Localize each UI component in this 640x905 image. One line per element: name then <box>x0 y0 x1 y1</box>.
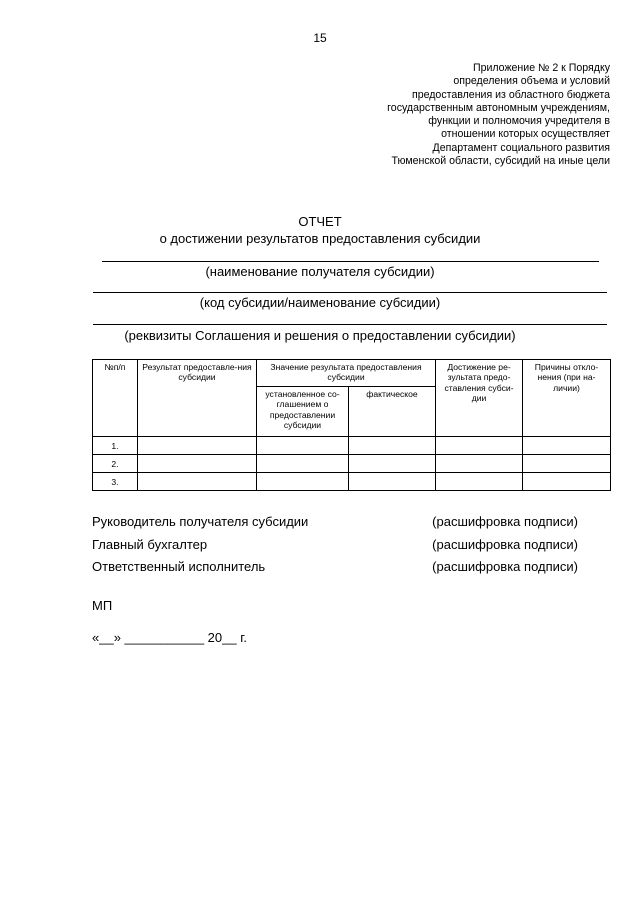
header-value-group: Значение результата предоставления субсидии <box>257 360 436 387</box>
signature-decode: (расшифровка подписи) <box>432 537 578 552</box>
header-reasons: Причины откло-нения (при на-личии) <box>523 360 611 437</box>
stamp-place: МП <box>92 598 113 613</box>
page-number: 15 <box>313 31 327 45</box>
table-cell <box>257 437 349 455</box>
agreement-requisites-caption: (реквизиты Соглашения и решения о предоставлении субсидии) <box>124 328 516 343</box>
table-cell <box>349 473 436 491</box>
signature-decode: (расшифровка подписи) <box>432 514 578 529</box>
header-result: Результат предоставле-ния субсидии <box>138 360 257 437</box>
appendix-line: отношении которых осуществляет <box>441 128 610 141</box>
signature-row-head <box>92 514 578 532</box>
date-line: «__» ___________ 20__ г. <box>92 630 247 645</box>
row-number: 2. <box>93 455 138 473</box>
header-num: №п/п <box>93 360 138 437</box>
appendix-line: определения объема и условий <box>453 75 610 88</box>
appendix-line: предоставления из областного бюджета <box>411 88 610 101</box>
recipient-name-line <box>102 261 599 262</box>
table-cell <box>138 437 257 455</box>
appendix-line: функции и полномочия учредителя в <box>428 115 610 128</box>
table-cell <box>523 473 611 491</box>
header-achievement: Достижение ре-зультата предо-ставления субси-дии <box>436 360 523 437</box>
recipient-name-caption: (наименование получателя субсидии) <box>205 264 435 279</box>
signature-label: Ответственный исполнитель <box>92 559 266 574</box>
table-cell <box>436 473 523 491</box>
header-established: установленное со-глашением о предоставлении субсидии <box>257 387 349 437</box>
table-cell <box>349 455 436 473</box>
row-number: 1. <box>93 437 138 455</box>
agreement-requisites-line <box>93 324 607 325</box>
appendix-note <box>310 62 610 168</box>
signature-row-accountant <box>92 537 578 555</box>
results-table <box>92 359 611 491</box>
table-cell <box>138 473 257 491</box>
table-row <box>93 473 611 491</box>
table-cell <box>257 455 349 473</box>
appendix-line: государственным автономным учреждениям, <box>387 101 610 114</box>
table-row <box>93 455 611 473</box>
table-cell <box>349 437 436 455</box>
table-header-row <box>93 360 611 387</box>
table-cell <box>436 455 523 473</box>
header-actual: фактическое <box>349 387 436 437</box>
appendix-line: Приложение № 2 к Порядку <box>472 62 610 74</box>
signature-row-executor <box>92 559 578 577</box>
appendix-line: Департамент социального развития <box>432 141 610 154</box>
table-cell <box>523 437 611 455</box>
table-row <box>93 437 611 455</box>
signature-label: Главный бухгалтер <box>92 537 208 552</box>
subsidy-code-line <box>93 292 607 293</box>
report-subtitle: о достижении результатов предоставления субсидии <box>159 231 481 246</box>
signature-label: Руководитель получателя субсидии <box>92 514 309 529</box>
row-number: 3. <box>93 473 138 491</box>
subsidy-code-caption: (код субсидии/наименование субсидии) <box>199 295 441 310</box>
report-title: ОТЧЕТ <box>298 214 342 229</box>
table-cell <box>436 437 523 455</box>
table-cell <box>138 455 257 473</box>
appendix-line: Тюменской области, субсидий на иные цели <box>391 155 610 168</box>
signature-decode: (расшифровка подписи) <box>432 559 578 574</box>
table-cell <box>523 455 611 473</box>
table-cell <box>257 473 349 491</box>
